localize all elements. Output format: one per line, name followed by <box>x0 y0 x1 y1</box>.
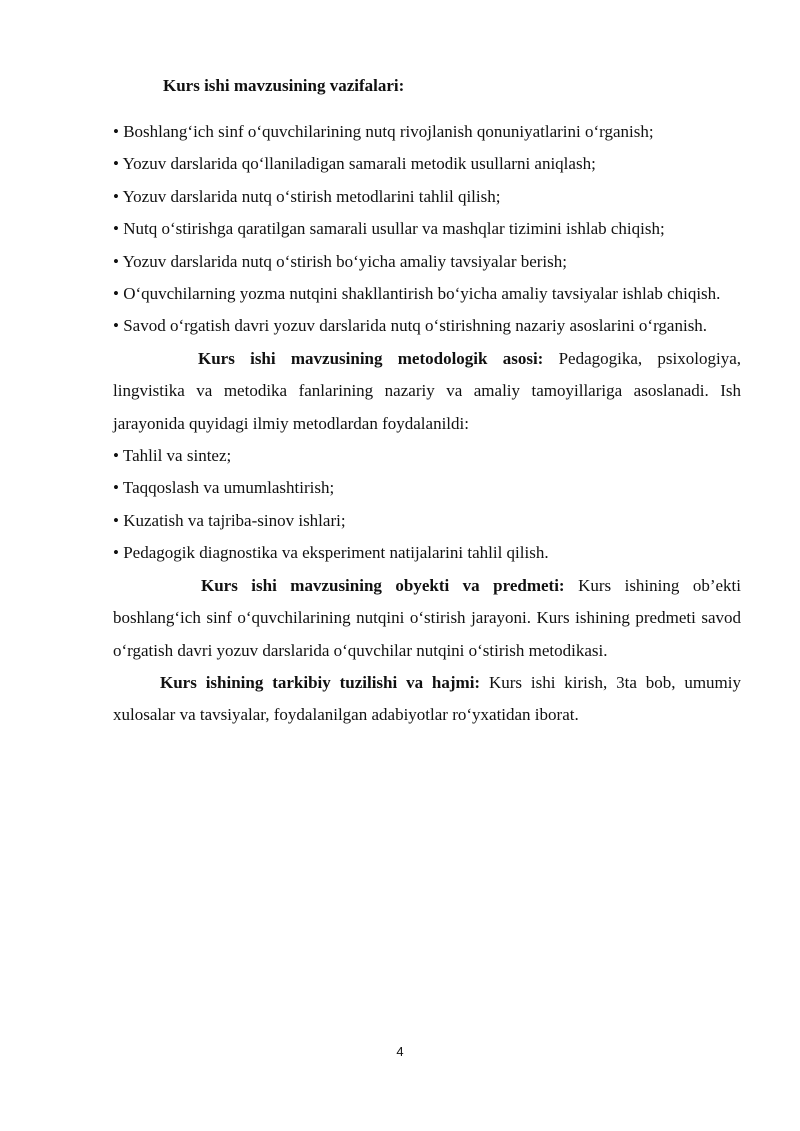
task-item: • Nutq o‘stirishga qaratilgan samarali usullar va mashqlar tizimini ishlab chiqish; <box>113 219 665 239</box>
method-item: • Tahlil va sintez; <box>113 446 232 466</box>
object-subject-text: Kurs ishining ob’ekti boshlang‘ich sinf o‘quvchilarining nutqini o‘stirish jarayoni. Kurs ishining predmeti savod o‘rgatish davri yozuv darslarida o‘quvchilar nutqini o‘stirish metodikasi. <box>113 575 741 660</box>
methodology-text: Pedagogika, psixologiya, lingvistika va metodika fanlarining nazariy va amaliy tamoyillariga asoslanadi. Ish jarayonida quyidagi ilmiy metodlardan foydalanildi: <box>113 348 741 433</box>
methodology-label: Kurs ishi mavzusining metodologik asosi: <box>198 348 544 368</box>
page-number: 4 <box>396 1044 404 1059</box>
object-subject-paragraph <box>113 570 741 667</box>
task-item: • Boshlang‘ich sinf o‘quvchilarining nutq rivojlanish qonuniyatlarini o‘rganish; <box>113 122 654 141</box>
object-subject-label: Kurs ishi mavzusining obyekti va predmeti: <box>201 575 565 595</box>
task-item: • Yozuv darslarida nutq o‘stirish metodlarini tahlil qilish; <box>113 186 501 206</box>
task-item: • O‘quvchilarning yozma nutqini shakllantirish bo‘yicha amaliy tavsiyalar ishlab chiqish. <box>113 284 721 304</box>
method-item: • Pedagogik diagnostika va eksperiment natijalarini tahlil qilish. <box>113 543 549 563</box>
task-item: • Yozuv darslarida nutq o‘stirish bo‘yicha amaliy tavsiyalar berish; <box>113 251 567 271</box>
task-item: • Yozuv darslarida qo‘llaniladigan samarali metodik usullarni aniqlash; <box>113 154 596 174</box>
document-body <box>113 116 741 732</box>
structure-paragraph <box>113 667 741 732</box>
methodology-paragraph <box>113 343 741 440</box>
tasks-heading: Kurs ishi mavzusining vazifalari: <box>163 76 405 95</box>
structure-text: Kurs ishi kirish, 3ta bob, umumiy xulosalar va tavsiyalar, foydalanilgan adabiyotlar ro‘yxatidan iborat. <box>113 672 741 725</box>
structure-label: Kurs ishining tarkibiy tuzilishi va hajmi: <box>160 672 481 692</box>
task-item: • Savod o‘rgatish davri yozuv darslarida nutq o‘stirishning nazariy asoslarini o‘rganish. <box>113 316 708 336</box>
method-item: • Kuzatish va tajriba-sinov ishlari; <box>113 510 346 530</box>
method-item: • Taqqoslash va umumlashtirish; <box>113 478 335 498</box>
